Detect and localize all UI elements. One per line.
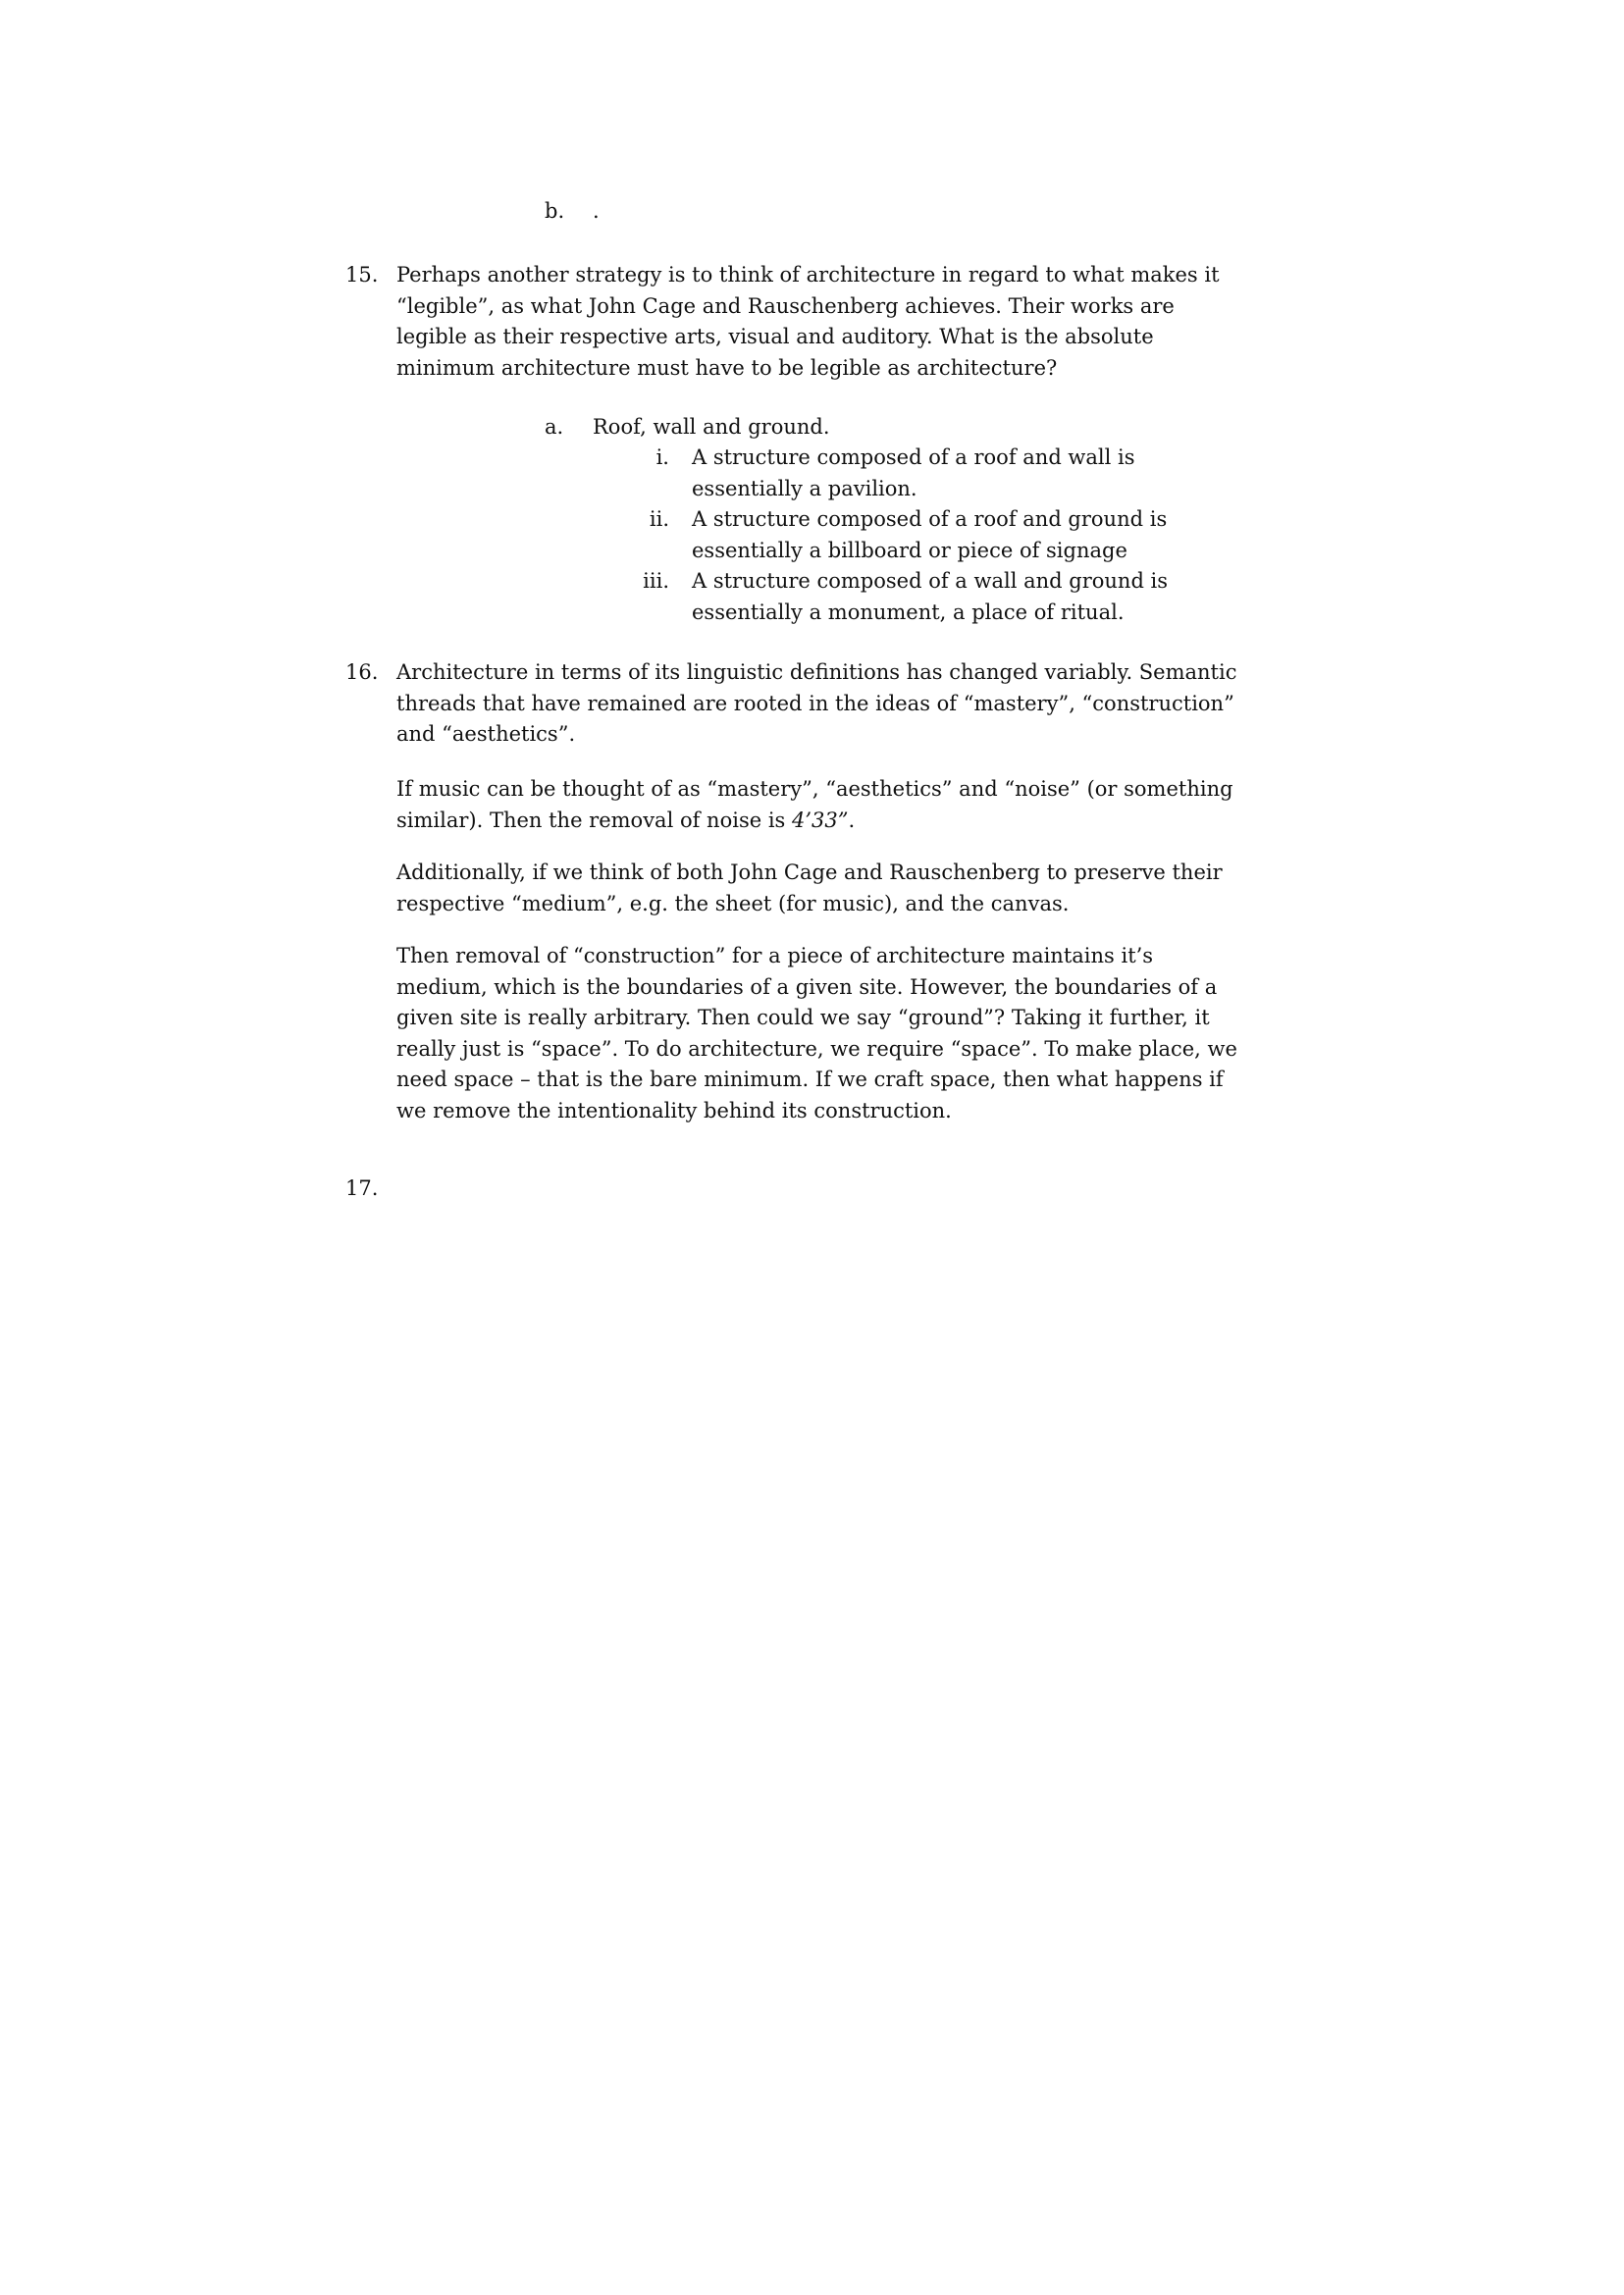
sub-marker-a: a. bbox=[545, 415, 564, 439]
roman-marker-ii: ii. bbox=[649, 507, 669, 531]
item-number-17: 17. bbox=[345, 1176, 379, 1200]
music-text: If music can be thought of as “mastery”, “aesthetics” and “noise” (or something similar). Then the removal of noise is bbox=[396, 777, 1233, 832]
item-16-paragraph-construction: Then removal of “construction” for a piece of architecture maintains it’s medium, which is the boundaries of a given site. However, the boundaries of a given site is really arbitrary. Then could we say “ground”? Taking it further, it really just is “space”. To do architecture, we require “space”. To make place, we need space – that is the bare minimum. If we craft space, then what happens if we remove the intentionality behind its construction. bbox=[396, 944, 1237, 1122]
work-title-433: 4’33” bbox=[792, 808, 849, 832]
item-15-paragraph: Perhaps another strategy is to think of architecture in regard to what makes it “legible”, as what John Cage and Rauschenberg achieves. Their works are legible as their respective arts, visual and auditory. What is the absolute minimum architecture must have to be legible as architecture? bbox=[396, 263, 1220, 380]
list-marker-b: b. bbox=[545, 199, 565, 223]
item-number-15: 15. bbox=[345, 263, 379, 287]
roman-item-ii-text: A structure composed of a roof and ground is essentially a billboard or piece of signage bbox=[692, 507, 1168, 562]
roman-marker-iii: iii. bbox=[643, 569, 669, 593]
item-16-paragraph-medium: Additionally, if we think of both John Cage and Rauschenberg to preserve their respective “medium”, e.g. the sheet (for music), and the canvas. bbox=[396, 861, 1223, 915]
roman-marker-i: i. bbox=[655, 445, 669, 469]
music-text-end: . bbox=[848, 808, 856, 832]
sub-item-a-text: Roof, wall and ground. bbox=[593, 415, 830, 439]
item-16-paragraph-music bbox=[396, 774, 1250, 836]
roman-item-i-text: A structure composed of a roof and wall is essentially a pavilion. bbox=[692, 445, 1135, 500]
roman-item-iii-text: A structure composed of a wall and ground is essentially a monument, a place of ritual. bbox=[692, 569, 1169, 624]
item-16-paragraph: Architecture in terms of its linguistic definitions has changed variably. Semantic threads that have remained are rooted in the ideas of “mastery”, “construction” and “aesthetics”. bbox=[396, 660, 1237, 746]
item-number-16: 16. bbox=[345, 660, 379, 684]
list-item-b-text: . bbox=[593, 199, 600, 223]
